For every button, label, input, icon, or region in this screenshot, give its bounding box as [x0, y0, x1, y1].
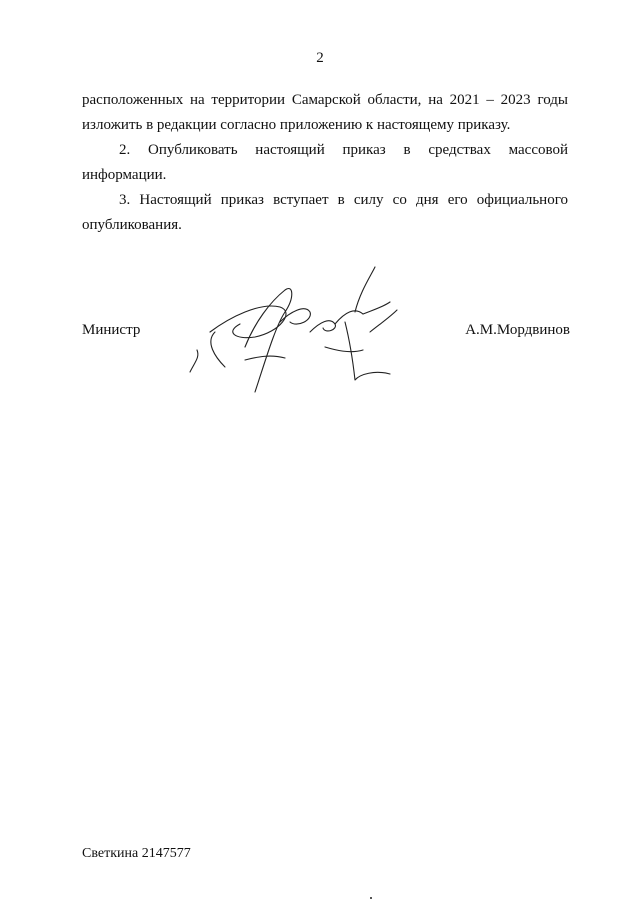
paragraph-line: изложить в редакции согласно приложению к настоящему приказу. [82, 117, 511, 133]
paragraph-line: 2. Опубликовать настоящий приказ в средствах массовой [119, 142, 568, 158]
paragraph-line: расположенных на территории Самарской области, на 2021 – 2023 годы [82, 92, 568, 108]
signatory-title: Министр [82, 322, 141, 338]
paragraph-item-2 [82, 138, 568, 188]
handwritten-signature [185, 262, 400, 402]
paragraph-item-3 [82, 188, 568, 238]
signatory-name: А.М.Мордвинов [465, 322, 570, 338]
paragraph-line: 3. Настоящий приказ вступает в силу со дня его официального [119, 192, 568, 208]
body-text [82, 88, 568, 238]
executor-note: Светкина 2147577 [82, 846, 191, 861]
paragraph-continuation [82, 88, 568, 138]
scan-speck [370, 897, 372, 899]
paragraph-line: информации. [82, 167, 167, 183]
page-number: 2 [316, 50, 324, 66]
paragraph-line: опубликования. [82, 217, 182, 233]
